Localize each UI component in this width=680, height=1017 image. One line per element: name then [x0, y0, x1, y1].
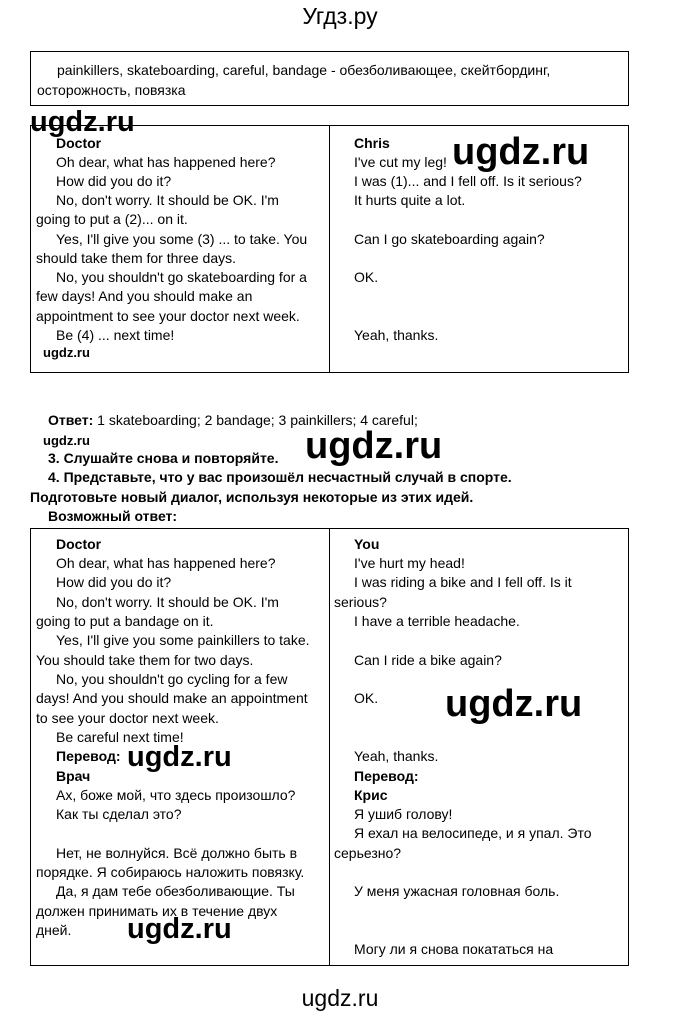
you-header: You — [354, 536, 380, 552]
doctor-ru-header: Врач — [56, 768, 91, 784]
doctor-line: Oh dear, what has happened here? — [56, 154, 276, 170]
task-4-line-2: Подготовьте новый диалог, используя некоторые из этих идей. — [30, 489, 474, 505]
you-line: OK. — [354, 690, 379, 706]
you-line: I have a terrible headache. — [354, 613, 520, 629]
doctor-line: going to put a bandage on it. — [36, 613, 214, 629]
doctor-line: No, don't worry. It should be OK. I'm — [56, 594, 279, 610]
chris-line: OK. — [354, 269, 379, 285]
doctor-line: Oh dear, what has happened here? — [56, 555, 276, 571]
kris-ru-line: Я ехал на велосипеде, и я упал. Это — [354, 825, 592, 841]
vocabulary-box — [30, 51, 629, 106]
doctor-ru-line: Как ты сделал это? — [56, 806, 182, 822]
doctor-line: Be (4) ... next time! — [56, 327, 175, 343]
doctor-line: How did you do it? — [56, 574, 172, 590]
possible-answer-label: Возможный ответ: — [48, 508, 178, 524]
you-line: I was riding a bike and I fell off. Is it — [354, 574, 572, 590]
doctor-header: Doctor — [56, 135, 102, 151]
watermark: ugdz.ru — [43, 433, 90, 448]
kris-ru-line: Я ушиб голову! — [354, 806, 453, 822]
doctor-line: going to put a (2)... on it. — [36, 211, 188, 227]
kris-ru-line: Могу ли я снова покататься на — [354, 941, 554, 957]
you-line: Can I ride a bike again? — [354, 652, 502, 668]
doctor-line: No, you shouldn't go cycling for a few — [56, 671, 288, 687]
you-line: Yeah, thanks. — [354, 748, 439, 764]
doctor-line: to see your doctor next week. — [36, 710, 219, 726]
you-line: I've hurt my head! — [354, 555, 465, 571]
translation-label: Перевод: — [354, 768, 419, 784]
answer-label: Ответ: — [48, 412, 94, 428]
chris-line: I was (1)... and I fell off. Is it serious? — [354, 173, 582, 189]
doctor-ru-line: порядке. Я собираюсь наложить повязку. — [36, 864, 305, 880]
doctor-line: appointment to see your doctor next week. — [36, 308, 300, 324]
footer-site-name: ugdz.ru — [301, 985, 379, 1011]
doctor-header: Doctor — [56, 536, 102, 552]
vocabulary-line-2: осторожность, повязка — [37, 82, 186, 98]
column-divider — [329, 126, 330, 372]
watermark: ugdz.ru — [452, 131, 590, 173]
doctor-ru-line: должен принимать их в течение двух — [36, 903, 278, 919]
chris-line: I've cut my leg! — [354, 154, 447, 170]
column-divider — [329, 529, 330, 965]
watermark: ugdz.ru — [127, 913, 232, 945]
task-3: 3. Слушайте снова и повторяйте. — [48, 450, 279, 466]
chris-header: Chris — [354, 135, 390, 151]
kris-ru-header: Крис — [354, 787, 388, 803]
dialog-table-2 — [30, 528, 629, 966]
doctor-ru-line: Ах, боже мой, что здесь произошло? — [56, 787, 296, 803]
doctor-ru-line: Да, я дам тебе обезболивающие. Ты — [56, 883, 295, 899]
doctor-line: should take them for three days. — [36, 250, 236, 266]
watermark: ugdz.ru — [43, 345, 90, 360]
vocabulary-line-1: painkillers, skateboarding, careful, bandage - обезболивающее, скейтбординг, — [57, 62, 551, 78]
doctor-line: days! And you should make an appointment — [36, 690, 308, 706]
answer-text: 1 skateboarding; 2 bandage; 3 painkillers; 4 careful; — [93, 412, 418, 428]
chris-line: Yeah, thanks. — [354, 327, 439, 343]
doctor-ru-line: Нет, не волнуйся. Всё должно быть в — [56, 845, 298, 861]
watermark: ugdz.ru — [127, 741, 232, 773]
doctor-line: Yes, I'll give you some (3) ... to take. You — [56, 231, 308, 247]
kris-ru-line: У меня ужасная головная боль. — [354, 883, 560, 899]
doctor-ru-line: дней. — [36, 922, 72, 938]
translation-label: Перевод: — [56, 748, 121, 764]
watermark: ugdz.ru — [30, 106, 135, 138]
chris-line: Can I go skateboarding again? — [354, 231, 545, 247]
task-4-line-1: 4. Представьте, что у вас произошёл несчастный случай в спорте. — [48, 469, 512, 485]
watermark: ugdz.ru — [445, 683, 583, 725]
site-title: Угдз.ру — [302, 3, 378, 29]
doctor-line: Yes, I'll give you some painkillers to take. — [56, 632, 310, 648]
doctor-line: How did you do it? — [56, 173, 172, 189]
doctor-line: Be careful next time! — [56, 729, 184, 745]
vocabulary-text — [31, 52, 628, 100]
doctor-line: No, don't worry. It should be OK. I'm — [56, 192, 279, 208]
chris-line: It hurts quite a lot. — [354, 192, 466, 208]
doctor-line: few days! And you should make an — [36, 288, 253, 304]
watermark: ugdz.ru — [305, 425, 443, 467]
kris-ru-line: серьезно? — [334, 845, 402, 861]
doctor-line: You should take them for two days. — [36, 652, 254, 668]
doctor-line: No, you shouldn't go skateboarding for a — [56, 269, 307, 285]
you-line: serious? — [334, 594, 387, 610]
